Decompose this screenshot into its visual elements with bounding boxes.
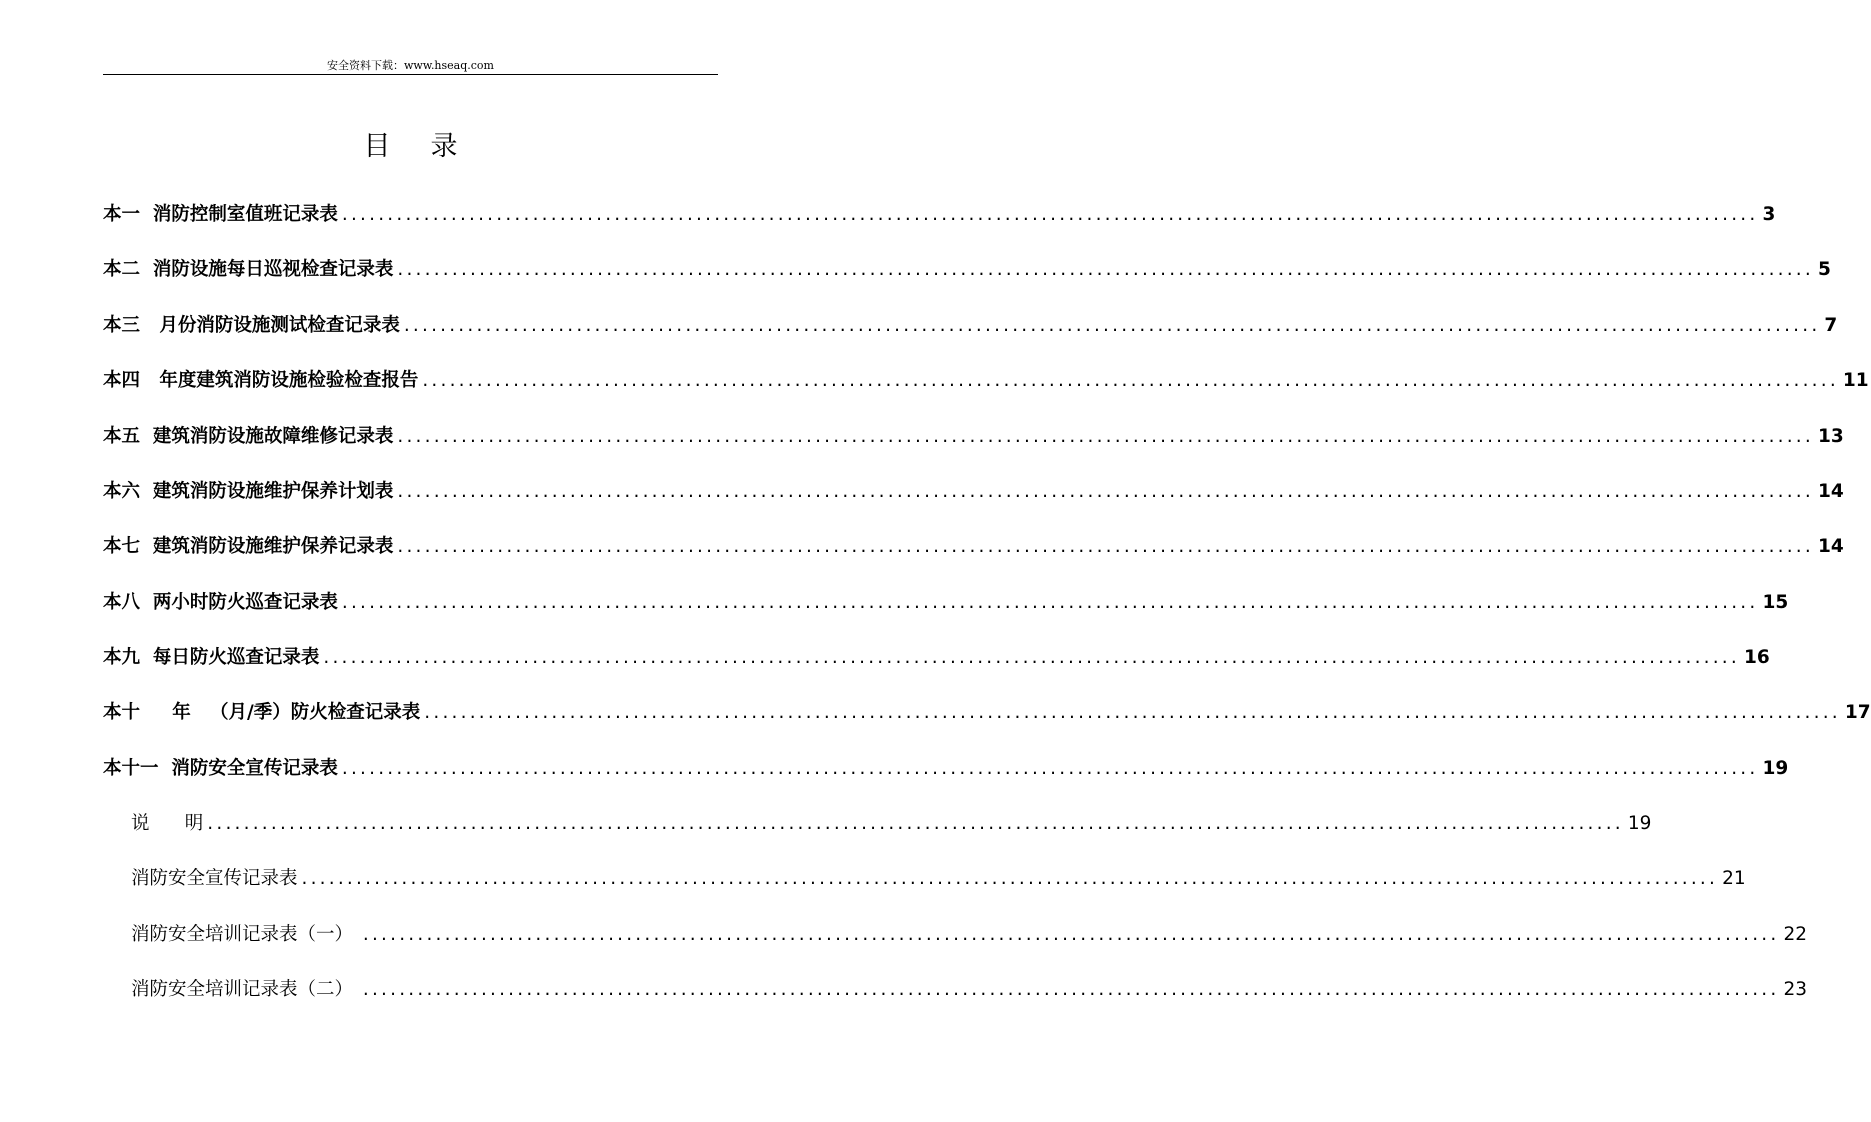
toc-entry-label: 本六 建筑消防设施维护保养计划表 (103, 481, 394, 502)
toc-entry-label: 本八 两小时防火巡查记录表 (103, 592, 338, 613)
toc-page-number: 15 (1762, 592, 1789, 613)
toc-dot-leader: ............................................................................................................................................................ (424, 702, 1841, 723)
toc-entry[interactable] (131, 866, 1746, 892)
toc-entry-label: 说 明 (131, 813, 204, 834)
toc-page-number: 7 (1824, 315, 1838, 336)
toc-entry-label: 消防安全培训记录表（一） (131, 924, 359, 945)
toc-dot-leader: ............................................................................................................................................................ (403, 315, 1821, 336)
toc-dot-leader: ............................................................................................................................................................ (207, 813, 1624, 834)
toc-dot-leader: ............................................................................................................................................................ (397, 536, 1814, 557)
toc-page-number: 14 (1817, 536, 1844, 557)
toc-page-number: 19 (1627, 813, 1652, 834)
toc-dot-leader: ............................................................................................................................................................ (397, 481, 1814, 502)
toc-entry[interactable] (103, 202, 1776, 228)
toc-entry[interactable] (103, 590, 1789, 616)
title-char-left: 目 (363, 131, 391, 162)
toc-page-number: 13 (1817, 426, 1844, 447)
toc-dot-leader: ............................................................................................................................................................ (397, 259, 1814, 280)
toc-entry-label: 消防安全培训记录表（二） (131, 979, 359, 1000)
toc-page-number: 16 (1743, 647, 1770, 668)
toc-entry-label: 本三 月份消防设施测试检查记录表 (103, 315, 400, 336)
toc-entry-label: 消防安全宣传记录表 (131, 868, 298, 889)
toc-entry-label: 本七 建筑消防设施维护保养记录表 (103, 536, 394, 557)
toc-dot-leader: ............................................................................................................................................................ (323, 647, 1740, 668)
toc-dot-leader: ............................................................................................................................................................ (422, 370, 1839, 391)
toc-entry[interactable] (131, 922, 1808, 948)
toc-entry[interactable] (103, 424, 1844, 450)
toc-entry[interactable] (131, 811, 1652, 837)
toc-entry[interactable] (131, 977, 1808, 1003)
toc-entry-label: 本二 消防设施每日巡视检查记录表 (103, 259, 394, 280)
page-header: 安全资料下载：www.hseaq.com (327, 59, 494, 72)
toc-page-number: 21 (1722, 868, 1746, 889)
toc-dot-leader: ............................................................................................................................................................ (397, 426, 1814, 447)
toc-dot-leader: ............................................................................................................................................................ (362, 924, 1780, 945)
toc-entry-label: 本十一 消防安全宣传记录表 (103, 758, 338, 779)
toc-page-number: 3 (1762, 204, 1776, 225)
toc-page-number: 5 (1817, 259, 1831, 280)
toc-page-number: 19 (1762, 758, 1789, 779)
toc-entry[interactable] (103, 257, 1831, 283)
toc-entry-label: 本九 每日防火巡查记录表 (103, 647, 320, 668)
toc-page-number: 14 (1817, 481, 1844, 502)
toc-dot-leader: ............................................................................................................................................................ (341, 592, 1759, 613)
toc-entry[interactable] (103, 368, 1869, 394)
toc-entry-label: 本五 建筑消防设施故障维修记录表 (103, 426, 394, 447)
toc-page-number: 22 (1783, 924, 1808, 945)
toc-dot-leader: ............................................................................................................................................................ (341, 204, 1759, 225)
toc-dot-leader: ............................................................................................................................................................ (341, 758, 1759, 779)
header-divider (103, 74, 718, 75)
toc-entry[interactable] (103, 313, 1838, 339)
toc-entry-label: 本四 年度建筑消防设施检验检查报告 (103, 370, 419, 391)
toc-entry[interactable] (103, 756, 1789, 782)
toc-page-number: 23 (1783, 979, 1808, 1000)
toc-dot-leader: ............................................................................................................................................................ (301, 868, 1719, 889)
toc-dot-leader: ............................................................................................................................................................ (362, 979, 1780, 1000)
page-title (103, 124, 718, 163)
toc-entry-label: 本十 年 （月/季）防火检查记录表 (103, 702, 421, 723)
title-char-right: 录 (430, 131, 458, 162)
toc-entry-label: 本一 消防控制室值班记录表 (103, 204, 338, 225)
toc-entry[interactable] (103, 645, 1770, 671)
toc-page-number: 11 (1842, 370, 1869, 391)
toc-entry[interactable] (103, 700, 1871, 726)
toc-entry[interactable] (103, 534, 1844, 560)
toc-page-number: 17 (1844, 702, 1871, 723)
toc-entry[interactable] (103, 479, 1844, 505)
